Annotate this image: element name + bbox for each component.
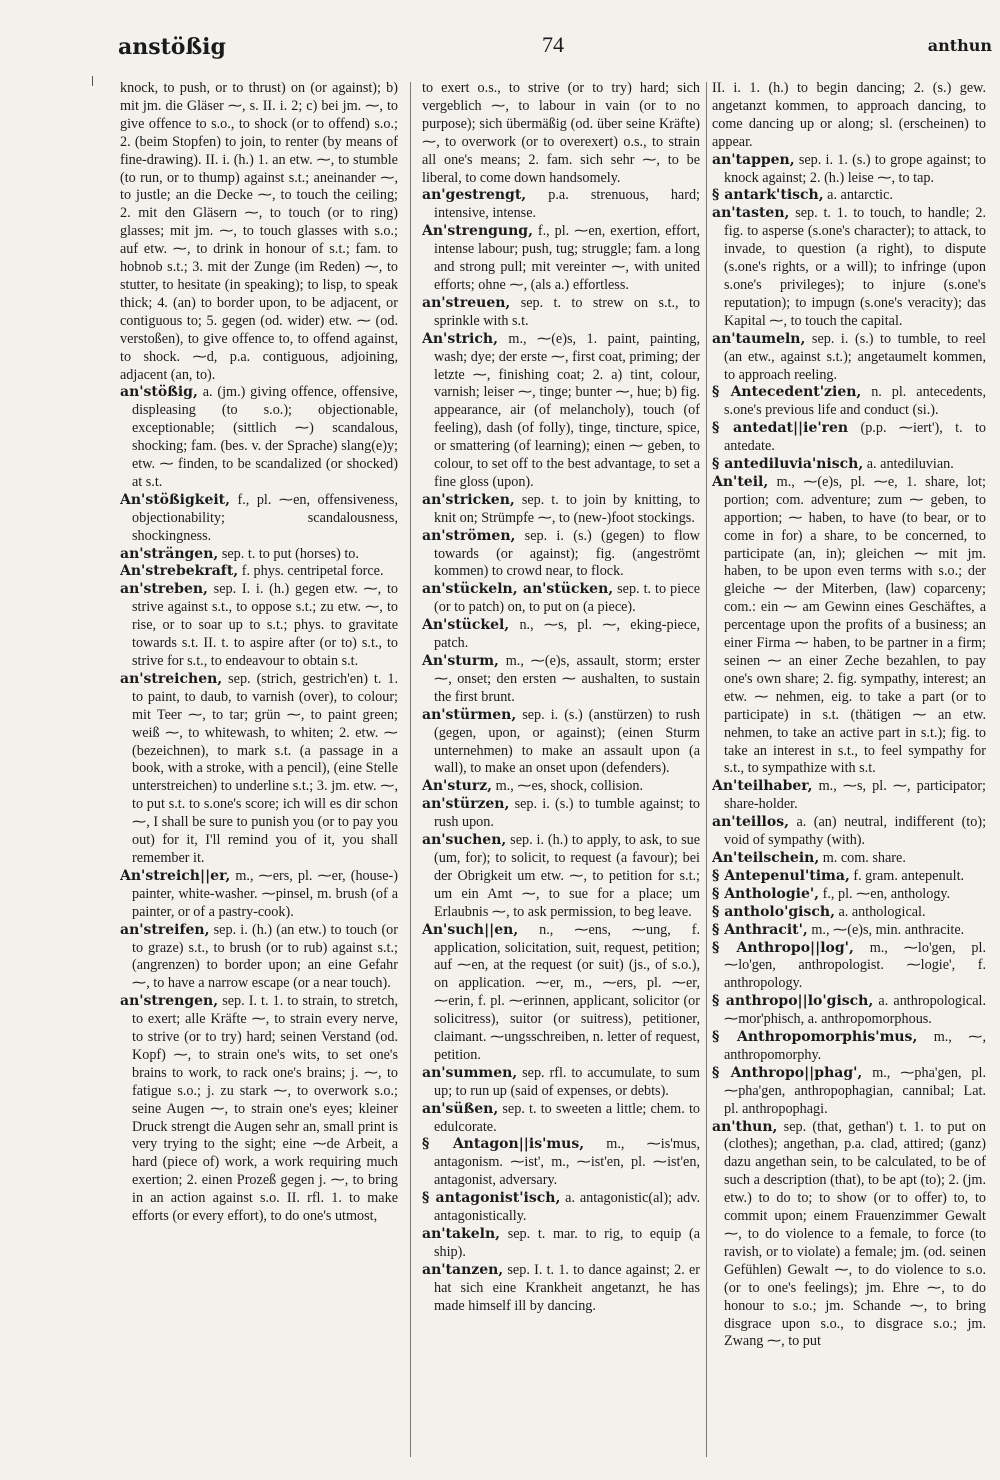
entry-headword: An'strengung,	[422, 223, 533, 240]
left-guide-word: anstößig	[118, 34, 226, 60]
dictionary-entry	[422, 581, 700, 617]
dictionary-entry	[712, 331, 986, 385]
entry-headword: § antholo'gisch,	[712, 903, 835, 920]
entry-headword: an'stückeln, an'stücken,	[422, 581, 614, 598]
dictionary-entry	[120, 868, 398, 922]
entry-headword: § anthropo||lo'gisch,	[712, 993, 874, 1010]
dictionary-entry	[712, 922, 986, 940]
entry-headword: an'takeln,	[422, 1226, 501, 1242]
entry-headword: An'teilschein,	[712, 849, 820, 866]
entry-definition: a. antediluvian.	[866, 456, 954, 473]
dictionary-entry	[120, 993, 398, 1226]
entry-headword: an'streben,	[120, 581, 208, 598]
entry-headword: § Anthracit',	[712, 921, 808, 938]
right-guide-word: anthun	[927, 36, 992, 55]
dictionary-entry	[422, 1065, 700, 1101]
dictionary-entry	[422, 528, 700, 582]
dictionary-entry	[120, 80, 398, 384]
entry-definition: n. pl. antecedents, s.one's previous life and conduct (si.).	[724, 384, 986, 419]
column-divider	[706, 82, 707, 1457]
entry-headword: an'taumeln,	[712, 330, 806, 347]
dictionary-entry	[120, 546, 398, 564]
dictionary-entry	[422, 617, 700, 653]
entry-definition: m., ⁓(e)s, 1. paint, painting, wash; dye; der erste ⁓, first coat, priming; der letzte ⁓, finishing coat; 2. a) tint, colour, varnish; leiser ⁓, tinge; bunter ⁓, hue; b) fig. appearance, air (of melancholy), touch (of feeling), dash (of folly), tinge, tincture, spice, or smattering (of learning); einen ⁓ geben, to colour, to set off to the best advantage, to set a fine gloss (upon).	[434, 330, 700, 490]
entry-headword: an'streuen,	[422, 294, 511, 311]
entry-headword: An'teilhaber,	[712, 778, 813, 795]
entry-definition: II. i. 1. (h.) to begin dancing; 2. (s.) gew. angetanzt kommen, to approach dancing, to come dancing up or along; sl. (erscheinen) to appear.	[712, 80, 986, 150]
entry-headword: an'süßen,	[422, 1100, 499, 1117]
entry-headword: § Anthologie',	[712, 885, 820, 902]
dictionary-entry	[712, 187, 986, 205]
dictionary-entry	[422, 1190, 700, 1226]
entry-headword: § Antecedent'zien,	[712, 384, 862, 401]
dictionary-entry	[712, 152, 986, 188]
entry-definition: sep. i. (h.) (an etw.) to touch (or to graze) s.t., to brush (or to rub) against s.t.; (angrenzen) to border upon; an eine Gefahr ⁓, to have a narrow escape (or a near touch).	[132, 921, 398, 992]
dictionary-entry	[422, 1262, 700, 1316]
entry-definition: m., ⁓lo'gen, pl. ⁓lo'gen, anthropologist. ⁓logie', f. anthropology.	[724, 939, 986, 992]
entry-headword: § Antepenul'tima,	[712, 867, 850, 884]
dictionary-entry	[422, 653, 700, 707]
entry-definition: sep. rfl. to accumulate, to sum up; to run up (said of expenses, or debts).	[434, 1064, 700, 1099]
dictionary-entry	[712, 474, 986, 778]
entry-headword: an'strengen,	[120, 993, 219, 1010]
dictionary-entry	[712, 456, 986, 474]
entry-definition: sep. I. t. 1. to strain, to stretch, to exert; alle Kräfte ⁓, to strain every nerve, to strive (or to try) hard; seinen Verstand (od. Kopf) ⁓, to strain one's wits, to set one's brains to work, to rack one's brains; j. ⁓, to fatigue s.o.; j. zu stark ⁓, to overwork s.o.; seine Augen ⁓, to strain one's eyes; kleiner Druck strengt die Augen sehr an, small print is very trying to the sight; eine ⁓de Arbeit, a hard (piece of) work, a work requiring much exertion; 2. einen Prozeß gegen j. ⁓, to bring in an action against s.o. II. rfl. 1. to make efforts (or every effort), to do one's utmost,	[132, 993, 398, 1225]
dictionary-entry	[120, 922, 398, 994]
entry-headword: an'strängen,	[120, 545, 219, 562]
entry-definition: sep. i. (s.) (anstürzen) to rush (gegen, upon, or against); (einen Sturm unternehmen) to make an assault upon (a wall), to make an onset upon (defenders).	[434, 706, 700, 777]
entry-definition: m., ⁓is'mus, antagonism. ⁓ist', m., ⁓ist'en, pl. ⁓ist'en, antagonist, adversary.	[434, 1136, 700, 1189]
entry-headword: an'tappen,	[712, 151, 795, 168]
entry-headword: an'streifen,	[120, 921, 210, 938]
page-header	[0, 30, 1000, 66]
entry-headword: § Anthropomorphis'mus,	[712, 1029, 918, 1046]
entry-definition: f., pl. ⁓en, offensiveness, objectionability; scandalousness, shockingness.	[132, 491, 398, 544]
entry-headword: An'sturm,	[422, 653, 499, 669]
dictionary-entry	[712, 80, 986, 152]
entry-headword: An'strebekraft,	[120, 563, 239, 580]
entry-definition: sep. t. 1. to touch, to handle; 2. fig. to asperse (s.one's character); to attack, to invade, to question (a right), to dispute (s.one's rights, or a will); to infringe (upon s.one's privileges); to injure (s.one's reputation); to impugn (s.one's veracity); das Kapital ⁓, to touch the capital.	[724, 205, 986, 329]
dictionary-entry	[422, 922, 700, 1065]
entry-headword: § Anthropo||log',	[712, 939, 854, 956]
dictionary-entry	[120, 384, 398, 491]
entry-definition: sep. t. mar. to rig, to equip (a ship).	[434, 1226, 700, 1260]
dictionary-entry	[712, 1119, 986, 1352]
entry-headword: An'streich||er,	[120, 867, 231, 884]
entry-headword: an'strömen,	[422, 527, 516, 544]
dictionary-entry	[422, 832, 700, 922]
entry-definition: a. (jm.) giving offence, offensive, displeasing (to s.o.); objectionable, exceptionable; (sittlich ⁓) scandalous, shocking; fam. (bes. v. der Sprache) slang(e)y; etw. ⁓ finden, to be scandalized (or shocked) at s.t.	[132, 384, 398, 490]
entry-definition: sep. (strich, gestrich'en) t. 1. to paint, to daub, to varnish (over), to colour; mit Teer ⁓, to tar; grün ⁓, to paint green; weiß ⁓, to whitewash, to whiten; 2. etw. ⁓ (bezeichnen), to mark s.t. (a passage in a book, with a stroke, with a pencil), (eine Stelle unterstreichen) to underline s.t.; 3. jm. etw. ⁓, to put s.t. to s.one's score; ich will es dir schon ⁓, I shall be sure to punish you (or to pay you out) for it, I'll remind you of it, you shall remember it.	[132, 670, 398, 866]
entry-definition: sep. t. to strew on s.t., to sprinkle with s.t.	[434, 294, 700, 329]
dictionary-entry	[712, 778, 986, 814]
dictionary-entry	[422, 223, 700, 295]
entry-headword: § antedat||ie'ren	[712, 420, 849, 437]
entry-headword: An'stößigkeit,	[120, 491, 231, 508]
dictionary-entry	[712, 940, 986, 994]
entry-definition: sep. i. (s.) (gegen) to flow towards (or against); fig. (angeströmt kommen) to crowd near, to flock.	[434, 527, 700, 580]
dictionary-entry	[712, 205, 986, 330]
entry-definition: f. gram. antepenult.	[853, 867, 965, 884]
entry-definition: m., ⁓, anthropomorphy.	[724, 1029, 986, 1063]
entry-definition: p.a. strenuous, hard; intensive, intense.	[434, 187, 700, 222]
entry-definition: a. antagonistic(al); adv. antagonistically.	[434, 1190, 700, 1225]
entry-headword: An'sturz,	[422, 778, 493, 795]
dictionary-entry	[422, 778, 700, 796]
entry-headword: an'stürzen,	[422, 796, 510, 813]
entry-definition: a. (an) neutral, indifferent (to); void of sympathy (with).	[724, 814, 986, 849]
entry-definition: sep. i. (s.) to tumble, to reel (an etw., against s.t.); angetaumelt kommen, to approach reeling.	[724, 330, 986, 383]
entry-definition: a. anthological.	[838, 903, 926, 920]
entry-headword: an'suchen,	[422, 832, 507, 849]
entry-headword: An'teil,	[712, 473, 769, 490]
entry-definition: m., ⁓(e)s, min. anthracite.	[811, 921, 965, 938]
entry-definition: m., ⁓ers, pl. ⁓er, (house-) painter, white-washer. ⁓pinsel, m. brush (of a painter, or of a pastry-cook).	[132, 867, 398, 920]
entry-headword: an'teillos,	[712, 814, 789, 831]
entry-headword: § antagonist'isch,	[422, 1190, 561, 1207]
entry-definition: knock, to push, or to thrust) on (or against); b) mit jm. die Gläser ⁓, s. II. i. 2; c) bei jm. ⁓, to give offence to s.o., to shock (or to offend) s.o.; 2. (beim Stopfen) to join, to renter (by means of fine-drawing). II. i. (h.) 1. an etw. ⁓, to stumble (to run, or to thump) against s.t.; aneinander ⁓, to justle; an die Decke ⁓, to touch the ceiling; 2. mit den Gläsern ⁓, to touch (or to ring) glasses; mit jm. ⁓, to touch glasses with s.o.; auf etw. ⁓, to drink in honour of s.t.; fam. to hobnob s.t.; 3. mit der Zunge (im Reden) ⁓, to stutter, to hesitate (in speaking); to lisp, to speak thick; 4. (an) to border upon, to be adjacent, or contiguous to; 5. gegen (od. wider) etw. ⁓ (od. verstoßen), to give offence to, to offend against, to shock. ⁓d, p.a. contiguous, adjoining, adjacent (an, to).	[120, 80, 398, 383]
dictionary-entry	[712, 868, 986, 886]
entry-definition: sep. t. to sweeten a little; chem. to edulcorate.	[434, 1100, 700, 1135]
entry-definition: sep. I. t. 1. to dance against; 2. er hat sich eine Krankheit angetanzt, he has made himself ill by dancing.	[434, 1261, 700, 1314]
entry-definition: f., pl. ⁓en, exertion, effort, intense labour; push, tug; struggle; fam. a long and strong pull; mit vereinter ⁓, with united efforts; ohne ⁓, (als a.) effortless.	[434, 223, 700, 293]
entry-definition: sep. I. i. (h.) gegen etw. ⁓, to strive against s.t., to oppose s.t.; zu etw. ⁓, to rise, or to soar up to s.t.; phys. to gravitate towards s.t. II. t. to aspire after (or to) s.t., to strive for s.t., to endeavour to obtain s.t.	[132, 581, 398, 669]
entry-definition: m., ⁓s, pl. ⁓, participator; share-holder.	[724, 778, 986, 813]
dictionary-entry	[120, 671, 398, 868]
entry-headword: an'tanzen,	[422, 1261, 504, 1278]
margin-mark	[92, 76, 93, 86]
entry-definition: (p.p. ⁓iert'), t. to antedate.	[724, 420, 986, 455]
entry-headword: § Antagon||is'mus,	[422, 1136, 585, 1153]
dictionary-entry	[422, 796, 700, 832]
dictionary-entry	[712, 886, 986, 904]
entry-definition: f. phys. centripetal force.	[241, 563, 384, 580]
entry-definition: m., ⁓(e)s, assault, storm; erster ⁓, onset; den ersten ⁓ aushalten, to sustain the first brunt.	[434, 653, 700, 705]
entry-definition: m. com. share.	[822, 849, 906, 866]
entry-definition: sep. i. (s.) to tumble against; to rush upon.	[434, 796, 700, 831]
entry-definition: a. anthropological. ⁓mor'phisch, a. anthropomorphous.	[724, 993, 986, 1028]
entry-definition: sep. t. to piece (or to patch) on, to put on (a piece).	[434, 581, 700, 616]
dictionary-entry	[712, 814, 986, 850]
column-divider	[410, 82, 411, 1457]
page-number: 74	[542, 32, 564, 57]
entry-headword: An'such||en,	[422, 921, 519, 938]
dictionary-entry	[712, 850, 986, 868]
column-1	[120, 80, 398, 1465]
dictionary-entry	[120, 581, 398, 671]
dictionary-entry	[422, 1136, 700, 1190]
entry-definition: sep. (that, gethan') t. 1. to put on (clothes); angethan, p.a. clad, attired; (ganz) dazu angethan sein, to be calculated, to be of such a description (that), to be apt (to); 2. (jm. etw.) to do to; to show (or to offer) to, to commit upon; einem Frauenzimmer Gewalt ⁓, to do violence to a female, to force (to ravish, or to violate) a female; jm. (od. seinen Gefühlen) Gewalt ⁓, to do violence to s.o. (or to one's feelings); jm. Ehre ⁓, to do honour to s.o.; jm. Schande ⁓, to bring disgrace upon s.o., to disgrace s.o.; jm. Zwang ⁓, to put	[724, 1118, 986, 1350]
dictionary-entry	[422, 331, 700, 492]
dictionary-entry	[712, 1065, 986, 1119]
entry-headword: an'summen,	[422, 1064, 518, 1081]
entry-definition: m., ⁓pha'gen, pl. ⁓pha'gen, anthropophagian, cannibal; Lat. pl. anthropophagi.	[724, 1064, 986, 1117]
column-3	[712, 80, 986, 1465]
entry-definition: n., ⁓s, pl. ⁓, eking-piece, patch.	[434, 617, 700, 652]
entry-headword: an'streichen,	[120, 670, 223, 687]
entry-headword: an'gestrengt,	[422, 187, 527, 204]
entry-headword: An'stückel,	[422, 617, 510, 634]
dictionary-entry	[712, 1029, 986, 1065]
dictionary-entry	[422, 707, 700, 779]
entry-headword: an'stürmen,	[422, 706, 517, 723]
entry-headword: an'thun,	[712, 1118, 778, 1135]
entry-headword: An'strich,	[422, 330, 498, 347]
dictionary-entry	[422, 492, 700, 528]
entry-headword: § Anthropo||phag',	[712, 1064, 863, 1081]
entry-definition: sep. i. (h.) to apply, to ask, to sue (um, for); to solicit, to request (a favour); bei der Obrigkeit um etw. ⁓, to petition for s.t.; um ein Amt ⁓, to sue for a place; um Erlaubnis ⁓, to ask permission, to beg leave.	[434, 832, 700, 920]
entry-definition: m., ⁓(e)s, pl. ⁓e, 1. share, lot; portion; com. adventure; zum ⁓ geben, to apportion; ⁓ haben, to have (to bear, or to come in for) a share, to be concerned, to participate (an, in); gleichen ⁓ mit jm. haben, to be upon even terms with s.o.; der gleiche ⁓ der Miterben, (law) coparceny; com.: ein ⁓ am Gewinn eines Geschäftes, a percentage upon the profits of a business; an einer Firma ⁓ haben, to be partner in a firm; seinen ⁓ an einer Zeche bezahlen, to pay one's own share; 2. fig. sympathy, interest; an etw. ⁓ nehmen, eig. to take a part (or to participate) in s.t. (thätigen ⁓ an etw. nehmen, to take an active part in s.t.); fig. to take an interest in s.t., to feel sympathy for s.t., to sympathize with s.t.	[724, 473, 986, 777]
dictionary-entry	[712, 993, 986, 1029]
entry-headword: § antark'tisch,	[712, 187, 824, 204]
column-2	[422, 80, 700, 1465]
dictionary-entry	[712, 384, 986, 420]
entry-definition: n., ⁓ens, ⁓ung, f. application, solicitation, suit, request, petition; auf ⁓en, at the request (or suit) (js., of s.o.), on application. ⁓er, m., ⁓ers, pl. ⁓er, ⁓erin, f. pl. ⁓erinnen, applicant, solicitor (or solicitress), suitor (or suitress), petitioner, claimant. ⁓ungsschreiben, n. letter of request, petition.	[434, 921, 700, 1063]
entry-headword: an'stößig,	[120, 384, 198, 401]
entry-definition: m., ⁓es, shock, collision.	[495, 778, 643, 795]
dictionary-entry	[422, 187, 700, 223]
dictionary-entry	[120, 563, 398, 581]
entry-definition: to exert o.s., to strive (or to try) hard; sich vergeblich ⁓, to labour in vain (or to no purpose); sich übermäßig (od. über seine Kräfte) ⁓, to overwork (or to overexert) o.s., to strain all one's means; 2. fam. sich sehr ⁓, to be liberal, to come down handsomely.	[422, 80, 700, 186]
dictionary-entry	[422, 80, 700, 187]
entry-headword: an'tasten,	[712, 205, 790, 222]
dictionary-entry	[712, 904, 986, 922]
dictionary-entry	[422, 1226, 700, 1262]
dictionary-entry	[422, 1101, 700, 1137]
entry-headword: an'stricken,	[422, 491, 515, 508]
entry-definition: f., pl. ⁓en, anthology.	[822, 885, 951, 902]
dictionary-entry	[120, 492, 398, 546]
dictionary-entry	[712, 420, 986, 456]
entry-definition: sep. t. to join by knitting, to knit on; Strümpfe ⁓, to (new-)foot stockings.	[434, 491, 700, 526]
dictionary-entry	[422, 295, 700, 331]
entry-definition: sep. i. 1. (s.) to grope against; to knock against; 2. (h.) leise ⁓, to tap.	[724, 151, 986, 186]
entry-definition: sep. t. to put (horses) to.	[221, 545, 359, 562]
entry-headword: § antediluvia'nisch,	[712, 456, 864, 473]
entry-definition: a. antarctic.	[827, 187, 893, 204]
